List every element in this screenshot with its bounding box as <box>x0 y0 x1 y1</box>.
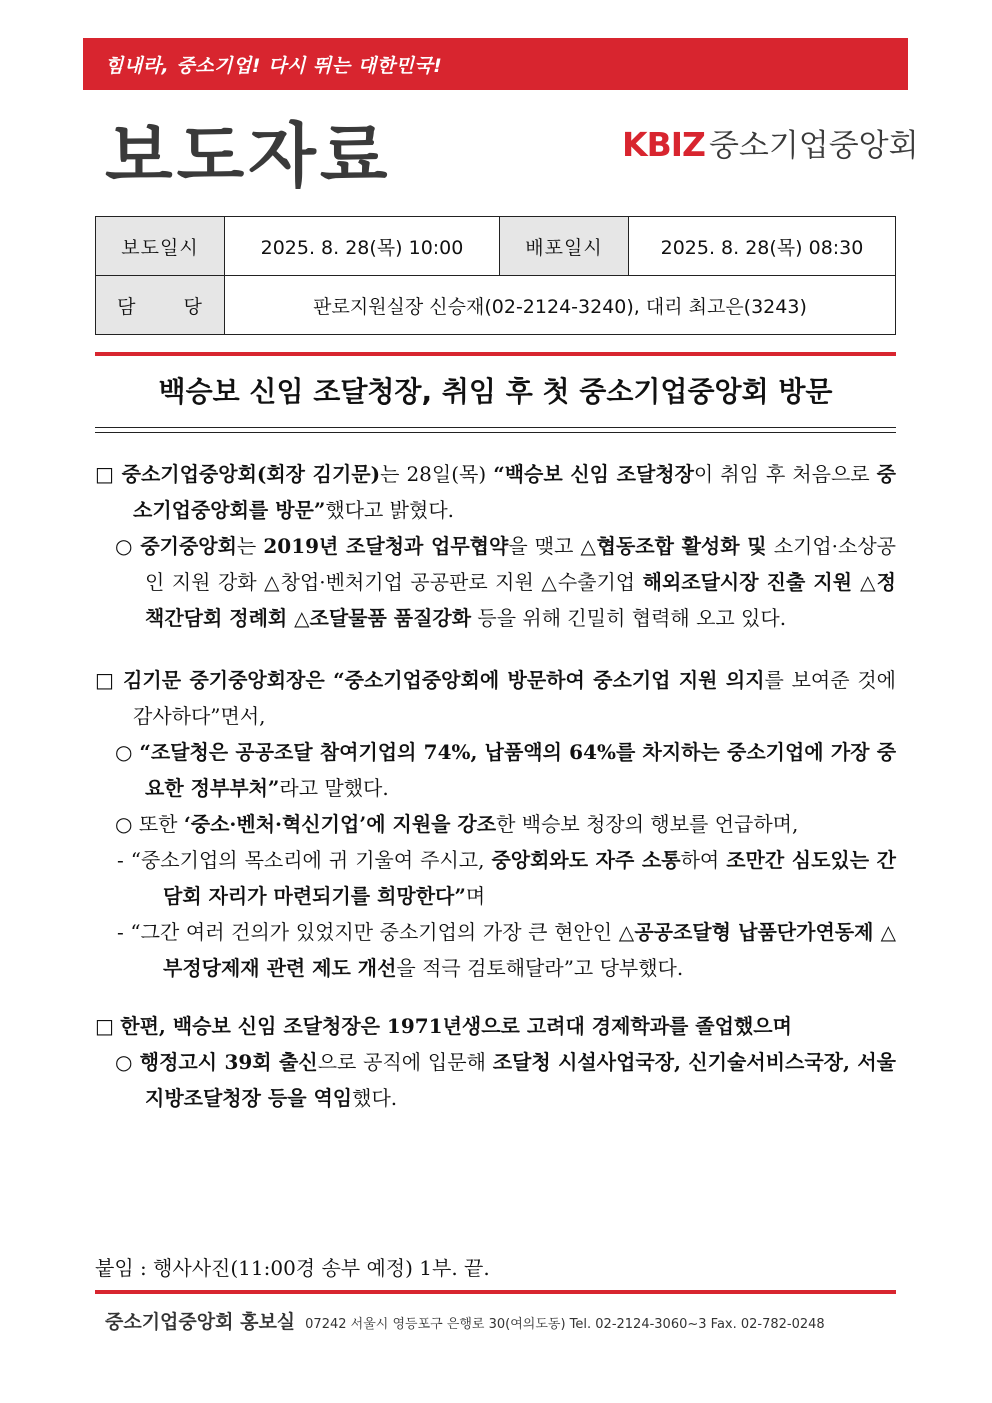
headline-rule-top <box>95 352 896 356</box>
contact-info: 판로지원실장 신승재(02-2124-3240), 대리 최고은(3243) <box>225 276 896 335</box>
section-2-item-1: ○ “조달청은 공공조달 참여기업의 74%, 납품액의 64%를 차지하는 중소기업에 가장 중요한 정부부처”라고 말했다. <box>115 740 897 800</box>
logo-kbiz: KBIZ <box>622 125 705 164</box>
section-2: □ 김기문 중기중앙회장은 “중소기업중앙회에 방문하여 중소기업 지원 의지를 보여준 것에 감사하다”면서, <box>95 668 896 728</box>
dist-date: 2025. 8. 28(목) 08:30 <box>629 217 896 276</box>
article-body <box>95 456 896 1116</box>
footer-rule <box>95 1290 896 1294</box>
attachment-note: 붙임 : 행사사진(11:00경 송부 예정) 1부. 끝. <box>95 1256 490 1280</box>
headline-rule-bottom <box>95 427 896 433</box>
footer-address: 07242 서울시 영등포구 은행로 30(여의도동) Tel. 02-2124-3060~3 Fax. 02-782-0248 <box>305 1317 825 1332</box>
page-title: 보도자료 <box>105 115 392 197</box>
headline: 백승보 신임 조달청장, 취임 후 첫 중소기업중앙회 방문 <box>158 375 833 408</box>
section-3: □ 한편, 백승보 신임 조달청장은 1971년생으로 고려대 경제학과를 졸업했으며 <box>95 1014 792 1038</box>
section-3-item-1: ○ 행정고시 39회 출신으로 공직에 입문해 조달청 시설사업국장, 신기술서비스국장, 서울지방조달청장 등을 역임했다. <box>115 1050 897 1110</box>
info-table <box>95 216 896 335</box>
contact-label: 담 당 <box>96 276 225 335</box>
slogan-banner <box>83 38 908 90</box>
slogan-text: 힘내라, 중소기업! 다시 뛰는 대한민국! <box>105 55 443 77</box>
section-2-dash-2: - “그간 여러 건의가 있었지만 중소기업의 가장 큰 현안인 △공공조달형 납품단가연동제 △부정당제재 관련 제도 개선을 적극 검토해달라”고 당부했다. <box>117 920 897 980</box>
section-2-item-2: ○ 또한 ‘중소·벤처·혁신기업’에 지원을 강조한 백승보 청장의 행보를 언급하며, <box>115 812 799 836</box>
report-date: 2025. 8. 28(목) 10:00 <box>225 217 500 276</box>
logo-org: 중소기업중앙회 <box>708 128 919 164</box>
dist-date-label: 배포일시 <box>500 217 629 276</box>
section-1: □ 중소기업중앙회(회장 김기문)는 28일(목) “백승보 신임 조달청장이 취임 후 처음으로 중소기업중앙회를 방문”했다고 밝혔다. <box>95 462 896 522</box>
kbiz-logo <box>622 120 919 165</box>
section-1-item-1: ○ 중기중앙회는 2019년 조달청과 업무협약을 맺고 △협동조합 활성화 및 소기업·소상공인 지원 강화 △창업·벤처기업 공공판로 지원 △수출기업 해외조달시장 진출 지원 △정책간담회 정례회 △조달물품 품질강화 등을 위해 긴밀히 협력해 오고 있다. <box>115 534 897 630</box>
report-date-label: 보도일시 <box>96 217 225 276</box>
footer-org: 중소기업중앙회 홍보실 <box>105 1311 296 1333</box>
section-2-dash-1: - “중소기업의 목소리에 귀 기울여 주시고, 중앙회와도 자주 소통하여 조만간 심도있는 간담회 자리가 마련되기를 희망한다”며 <box>117 848 896 908</box>
footer <box>105 1307 825 1334</box>
